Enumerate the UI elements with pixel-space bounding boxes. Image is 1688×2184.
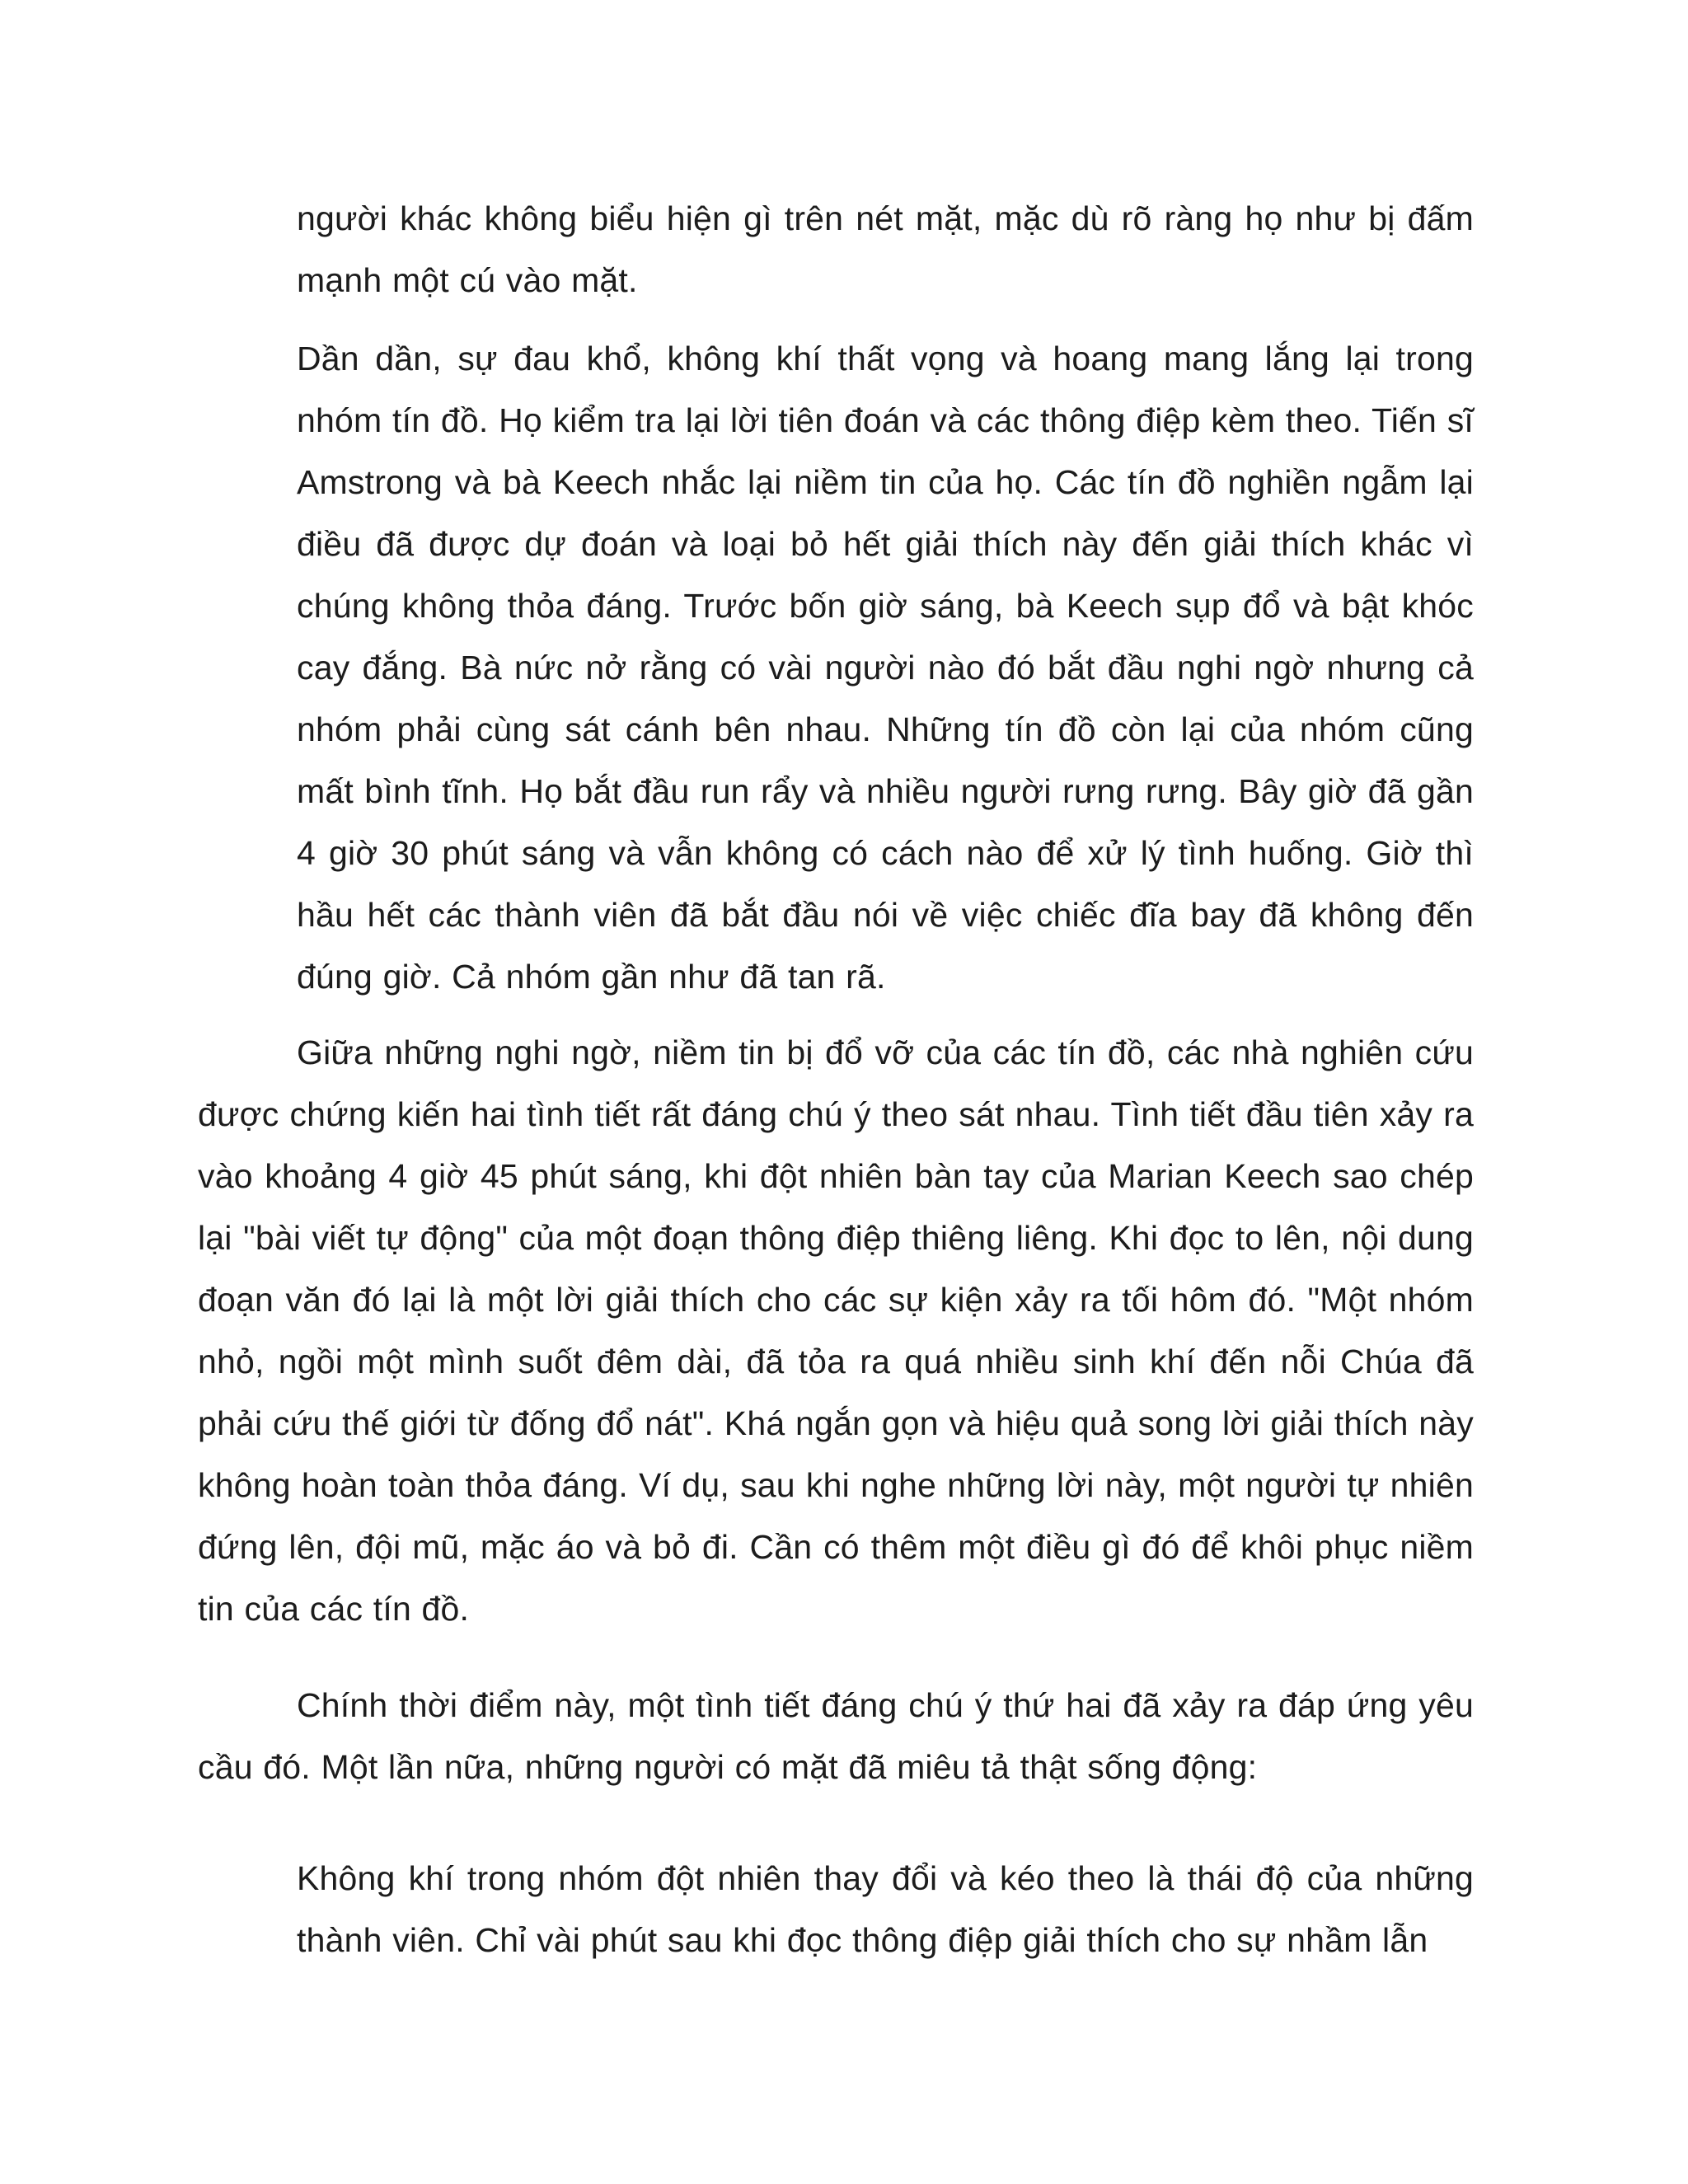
body-paragraph-first-episode: Giữa những nghi ngờ, niềm tin bị đổ vỡ của các tín đồ, các nhà nghiên cứu được chứng kiến hai tình tiết rất đáng chú ý theo sát nhau. Tình tiết đầu tiên xảy ra vào khoảng 4 giờ 45 phút sáng, khi đột nhiên bàn tay của Marian Keech sao chép lại "bài viết tự động" của một đoạn thông điệp thiêng liêng. Khi đọc to lên, nội dung đoạn văn đó lại là một lời giải thích cho các sự kiện xảy ra tối hôm đó. "Một nhóm nhỏ, ngồi một mình suốt đêm dài, đã tỏa ra quá nhiều sinh khí đến nỗi Chúa đã phải cứu thế giới từ đống đổ nát". Khá ngắn gọn và hiệu quả song lời giải thích này không hoàn toàn thỏa đáng. Ví dụ, sau khi nghe những lời này, một người tự nhiên đứng lên, đội mũ, mặc áo và bỏ đi. Cần có thêm một điều gì đó để khôi phục niềm tin của các tín đồ. — [198, 1033, 1474, 1628]
quote-paragraph-atmosphere: Không khí trong nhóm đột nhiên thay đổi và kéo theo là thái độ của những thành viên. Chỉ vài phút sau khi đọc thông điệp giải thích cho sự nhầm lẫn — [297, 1859, 1474, 1959]
quote-paragraph-disappointment: Dần dần, sự đau khổ, không khí thất vọng và hoang mang lắng lại trong nhóm tín đồ. Họ kiểm tra lại lời tiên đoán và các thông điệp kèm theo. Tiến sĩ Amstrong và bà Keech nhắc lại niềm tin của họ. Các tín đồ nghiền ngẫm lại điều đã được dự đoán và loại bỏ hết giải thích này đến giải thích khác vì chúng không thỏa đáng. Trước bốn giờ sáng, bà Keech sụp đổ và bật khóc cay đắng. Bà nức nở rằng có vài người nào đó bắt đầu nghi ngờ nhưng cả nhóm phải cùng sát cánh bên nhau. Những tín đồ còn lại của nhóm cũng mất bình tĩnh. Họ bắt đầu run rẩy và nhiều người rưng rưng. Bây giờ đã gần 4 giờ 30 phút sáng và vẫn không có cách nào để xử lý tình huống. Giờ thì hầu hết các thành viên đã bắt đầu nói về việc chiếc đĩa bay đã không đến đúng giờ. Cả nhóm gần như đã tan rã. — [297, 340, 1474, 996]
body-paragraph-second-episode: Chính thời điểm này, một tình tiết đáng chú ý thứ hai đã xảy ra đáp ứng yêu cầu đó. Một lần nữa, những người có mặt đã miêu tả thật sống động: — [198, 1686, 1474, 1786]
quote-paragraph-continuation: người khác không biểu hiện gì trên nét mặt, mặc dù rõ ràng họ như bị đấm mạnh một cú vào mặt. — [297, 199, 1474, 299]
